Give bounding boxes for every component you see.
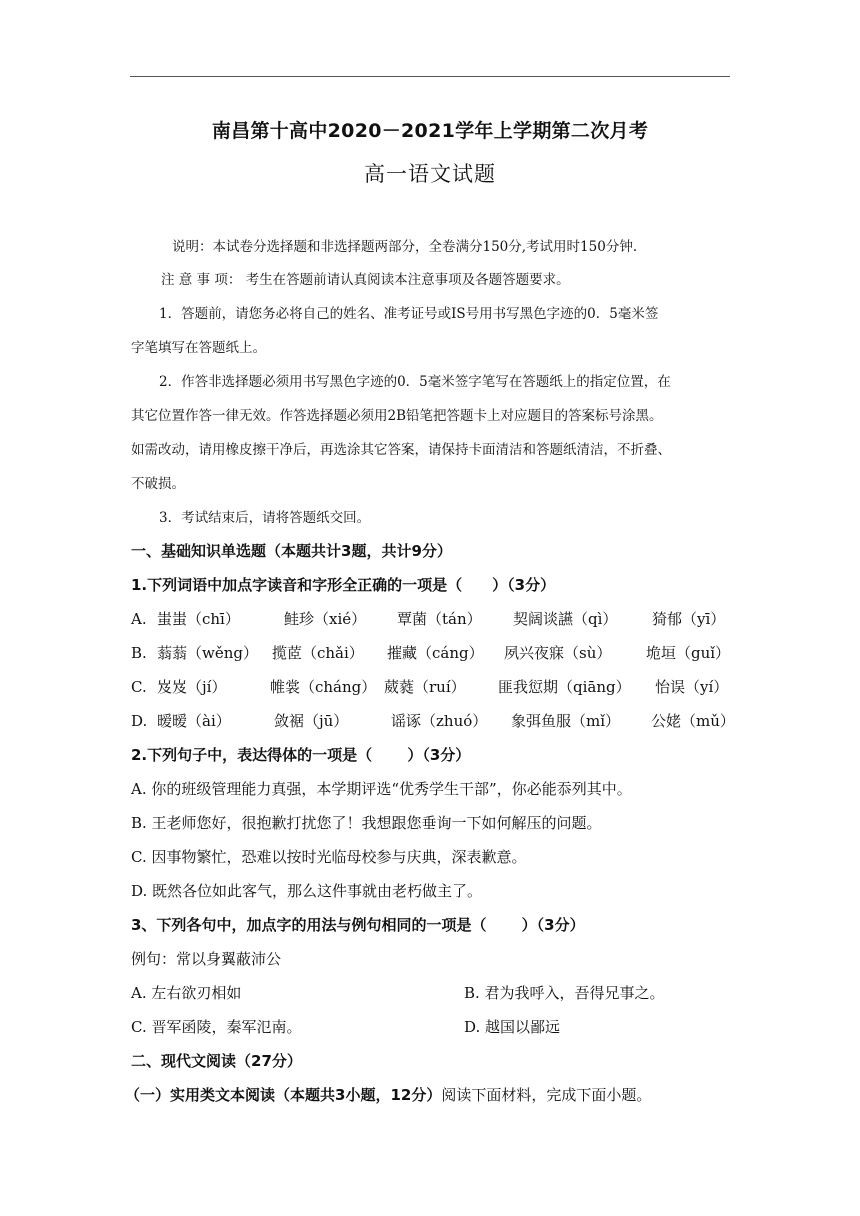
q3-option-a: A. 左右欲刃相如 [131, 984, 242, 1002]
section1-heading: 一、基础知识单选题（本题共计3题，共计9分） [131, 542, 452, 560]
option-label: A. [131, 610, 147, 628]
option-label: C. [131, 678, 147, 696]
header-rule [130, 76, 730, 77]
exam-subtitle: 高一语文试题 [364, 162, 496, 186]
exam-title: 南昌第十高中2020－2021学年上学期第二次月考 [211, 120, 649, 142]
note-item-2b: 其它位置作答一律无效。作答选择题必须用2B铅笔把答题卡上对应题目的答案标号涂黑。 [131, 408, 663, 424]
option-word: 象弭鱼服（mǐ） [511, 712, 621, 730]
note-item-1a: 1．答题前，请您务必将自己的姓名、准考证号或IS号用书写黑色字迹的0．5毫米签 [159, 306, 659, 322]
attention-note: 注 意 事 项： 考生在答题前请认真阅读本注意事项及各题答题要求。 [161, 272, 570, 288]
option-word: 揽茝（chǎi） [272, 644, 364, 662]
option-word: 垝垣（guǐ） [646, 644, 731, 662]
option-word: 蓊蓊（wěng） [157, 644, 258, 662]
note-item-2d: 不破损。 [131, 476, 185, 492]
option-word: 怡误（yí） [655, 678, 729, 696]
section2-heading: 二、现代文阅读（27分） [131, 1052, 302, 1070]
q3-option-d: D. 越国以鄙远 [464, 1018, 561, 1036]
intro-note: 说明：本试卷分选择题和非选择题两部分，全卷满分150分,考试用时150分钟. [172, 239, 638, 255]
option-word: 公姥（mǔ） [651, 712, 735, 730]
option-word: 匪我愆期（qiāng） [498, 678, 631, 696]
q2-option-a: A. 你的班级管理能力真强，本学期评选“优秀学生干部”，你必能忝列其中。 [131, 780, 632, 798]
option-word: 谣诼（zhuó） [391, 712, 488, 730]
option-word: 猗郁（yī） [652, 610, 726, 628]
note-item-3: 3．考试结束后，请将答题纸交回。 [159, 510, 371, 526]
note-item-2a: 2．作答非选择题必须用书写黑色字迹的0．5毫米签字笔写在答题纸上的指定位置，在 [159, 374, 671, 390]
subsection-instruction: 阅读下面材料，完成下面小题。 [441, 1086, 652, 1104]
option-word: 暧暧（ài） [157, 712, 231, 730]
q3-stem: 3、下列各句中，加点字的用法与例句相同的一项是（ ）（3分） [131, 916, 585, 934]
option-word: 岌岌（jí） [157, 678, 227, 696]
option-label: D. [131, 712, 148, 730]
option-word: 蚩蚩（chī） [157, 610, 240, 628]
option-label: B. [131, 644, 147, 662]
option-word: 契阔谈讌（qì） [513, 610, 618, 628]
q3-option-b: B. 君为我呼入，吾得兄事之。 [464, 984, 665, 1002]
q2-option-d: D. 既然各位如此客气，那么这件事就由老朽做主了。 [131, 882, 483, 900]
option-word: 葳蕤（ruí） [384, 678, 466, 696]
note-item-1b: 字笔填写在答题纸上。 [131, 340, 266, 356]
option-word: 摧藏（cáng） [387, 644, 484, 662]
q2-stem: 2.下列句子中，表达得体的一项是（ ）（3分） [131, 746, 471, 764]
option-word: 帷裳（cháng） [270, 678, 377, 696]
section2-subheading [125, 1085, 651, 1105]
q3-option-c: C. 晋军函陵，秦军氾南。 [131, 1018, 302, 1036]
q2-option-c: C. 因事物繁忙，恐难以按时光临母校参与庆典，深表歉意。 [131, 848, 527, 866]
option-word: 敛裾（jū） [274, 712, 349, 730]
option-word: 夙兴夜寐（sù） [504, 644, 612, 662]
option-word: 覃菌（tán） [397, 610, 482, 628]
q1-stem: 1.下列词语中加点字读音和字形全正确的一项是（ ）（3分） [131, 576, 556, 594]
q2-option-b: B. 王老师您好，很抱歉打扰您了！我想跟您垂询一下如何解压的问题。 [131, 814, 602, 832]
q3-example: 例句：常以身翼蔽沛公 [131, 950, 282, 968]
option-word: 鲑珍（xié） [284, 610, 367, 628]
note-item-2c: 如需改动，请用橡皮擦干净后，再选涂其它答案，请保持卡面清洁和答题纸清洁，不折叠、 [131, 442, 671, 458]
subsection-title: （一）实用类文本阅读（本题共3小题，12分） [125, 1086, 442, 1104]
